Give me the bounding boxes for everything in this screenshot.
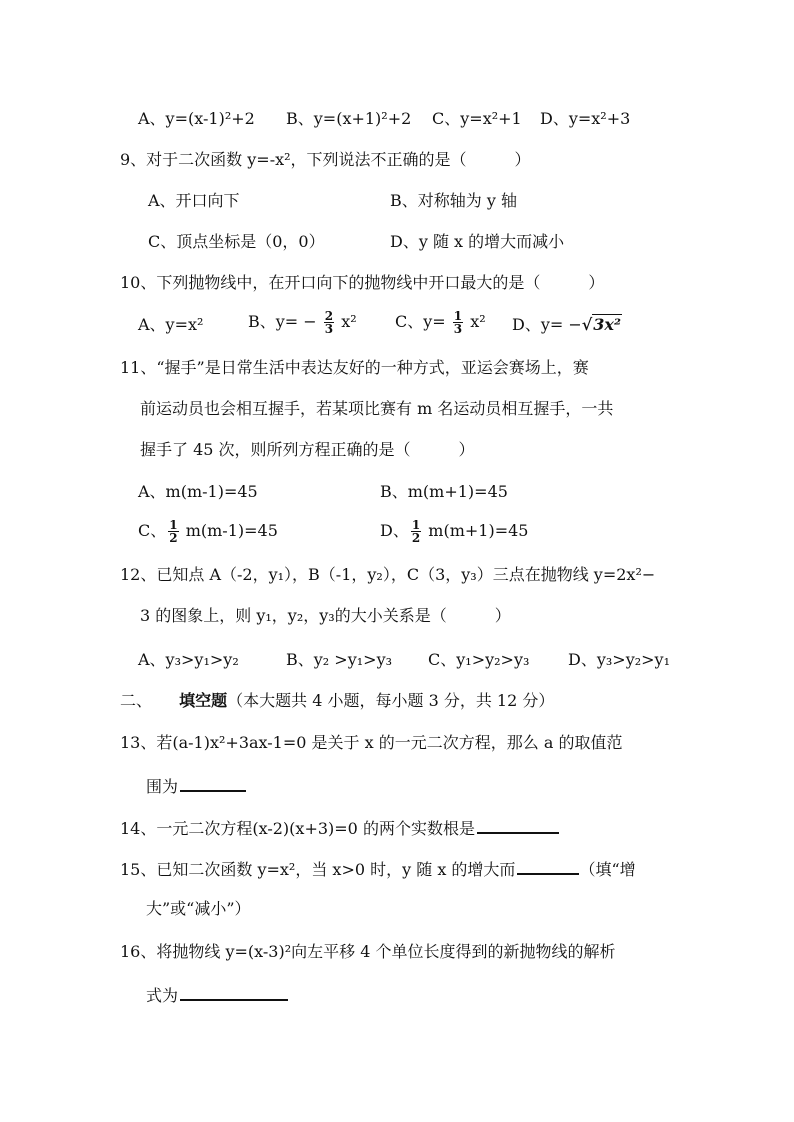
q11-c-denominator: 2 (169, 531, 178, 545)
q11-d-denominator: 2 (411, 531, 421, 545)
q14-answer-blank[interactable] (477, 816, 559, 834)
q11-line-1: 11、“握手”是日常生活中表达友好的一种方式，亚运会赛场上，赛 (120, 358, 589, 377)
q9-option-a: A、开口向下 (148, 191, 240, 210)
q8-option-a: A、y=(x-1)²+2 (138, 109, 255, 128)
q16-line-1: 16、将抛物线 y=(x-3)²向左平移 4 个单位长度得到的新抛物线的解析 (120, 942, 616, 961)
q10-b-numerator: 2 (324, 309, 334, 323)
section-2-number: 二、 (120, 691, 153, 710)
q10-c-suffix: x² (470, 312, 486, 331)
q15-text-after: （填“增 (579, 860, 636, 879)
q10-d-prefix: D、y= − (512, 315, 582, 334)
section-2-note: （本大题共 4 小题，每小题 3 分，共 12 分） (227, 691, 555, 710)
q12-option-c: C、y₁>y₂>y₃ (428, 650, 530, 669)
q10-c-prefix: C、y= (395, 312, 446, 331)
q16-prefix: 式为 (146, 986, 179, 1005)
q11-d-suffix: m(m+1)=45 (423, 521, 529, 540)
q8-option-c: C、y=x²+1 (432, 109, 522, 128)
q9-option-b: B、对称轴为 y 轴 (390, 191, 517, 210)
q11-c-prefix: C、 (138, 521, 167, 540)
q9-option-d: D、y 随 x 的增大而减小 (390, 232, 565, 251)
q12-option-a: A、y₃>y₁>y₂ (138, 650, 239, 669)
q10-option-b (248, 310, 357, 335)
q16-line-2 (146, 983, 288, 1007)
q10-stem: 10、下列抛物线中，在开口向下的抛物线中开口最大的是（ ） (120, 273, 605, 292)
q15-line-2: 大”或“减小”） (146, 899, 251, 918)
q11-option-a: A、m(m-1)=45 (138, 482, 258, 501)
q10-option-a: A、y=x² (138, 315, 204, 334)
q13-line-2 (146, 774, 246, 798)
q9-stem: 9、对于二次函数 y=-x²，下列说法不正确的是（ ） (120, 150, 531, 169)
q11-d-fraction (411, 519, 421, 544)
q15-line-1 (120, 857, 636, 881)
q10-c-fraction (453, 310, 463, 335)
q13-prefix: 围为 (146, 777, 179, 796)
q11-d-numerator: 1 (411, 518, 421, 532)
q11-option-d (380, 519, 528, 544)
q14-text: 14、一元二次方程(x-2)(x+3)=0 的两个实数根是 (120, 819, 475, 838)
q10-b-prefix: B、y= − (248, 312, 317, 331)
q11-c-numerator: 1 (169, 518, 178, 532)
q11-option-c (138, 519, 278, 544)
q12-option-d: D、y₃>y₂>y₁ (568, 650, 671, 669)
q11-line-3: 握手了 45 次，则所列方程正确的是（ ） (140, 440, 475, 459)
q10-b-suffix: x² (341, 312, 357, 331)
section-2-heading (120, 690, 554, 712)
q11-line-2: 前运动员也会相互握手，若某项比赛有 m 名运动员相互握手，一共 (140, 399, 614, 418)
section-2-title: 填空题 (179, 691, 228, 710)
q13-line-1: 13、若(a-1)x²+3ax-1=0 是关于 x 的一元二次方程，那么 a 的取值范 (120, 733, 623, 752)
q11-d-prefix: D、 (380, 521, 409, 540)
q13-answer-blank[interactable] (180, 774, 246, 792)
q10-option-c (395, 310, 486, 335)
q10-option-d (512, 314, 622, 336)
q10-d-radicand: 3x² (593, 315, 621, 334)
q16-answer-blank[interactable] (180, 983, 288, 1001)
q10-c-denominator: 3 (453, 322, 463, 336)
q9-option-c: C、顶点坐标是（0，0） (148, 232, 325, 251)
q11-c-fraction (168, 519, 178, 544)
q11-option-b: B、m(m+1)=45 (380, 482, 508, 501)
q15-text-before: 15、已知二次函数 y=x²，当 x>0 时，y 随 x 的增大而 (120, 860, 516, 879)
q10-c-numerator: 1 (453, 309, 463, 323)
q8-option-b: B、y=(x+1)²+2 (286, 109, 412, 128)
q12-option-b: B、y₂ >y₁>y₃ (286, 650, 393, 669)
q12-line-2: 3 的图象上，则 y₁，y₂，y₃的大小关系是（ ） (140, 606, 511, 625)
q10-d-sqrt: √3x² (581, 315, 621, 334)
q12-line-1: 12、已知点 A（-2，y₁），B（-1，y₂），C（3，y₃）三点在抛物线 y=2x²− (120, 565, 656, 584)
q8-option-d: D、y=x²+3 (540, 109, 631, 128)
q11-c-suffix: m(m-1)=45 (180, 521, 278, 540)
q15-answer-blank[interactable] (517, 857, 579, 875)
question-14 (120, 816, 559, 840)
q10-b-fraction (324, 310, 334, 335)
q10-b-denominator: 3 (324, 322, 334, 336)
